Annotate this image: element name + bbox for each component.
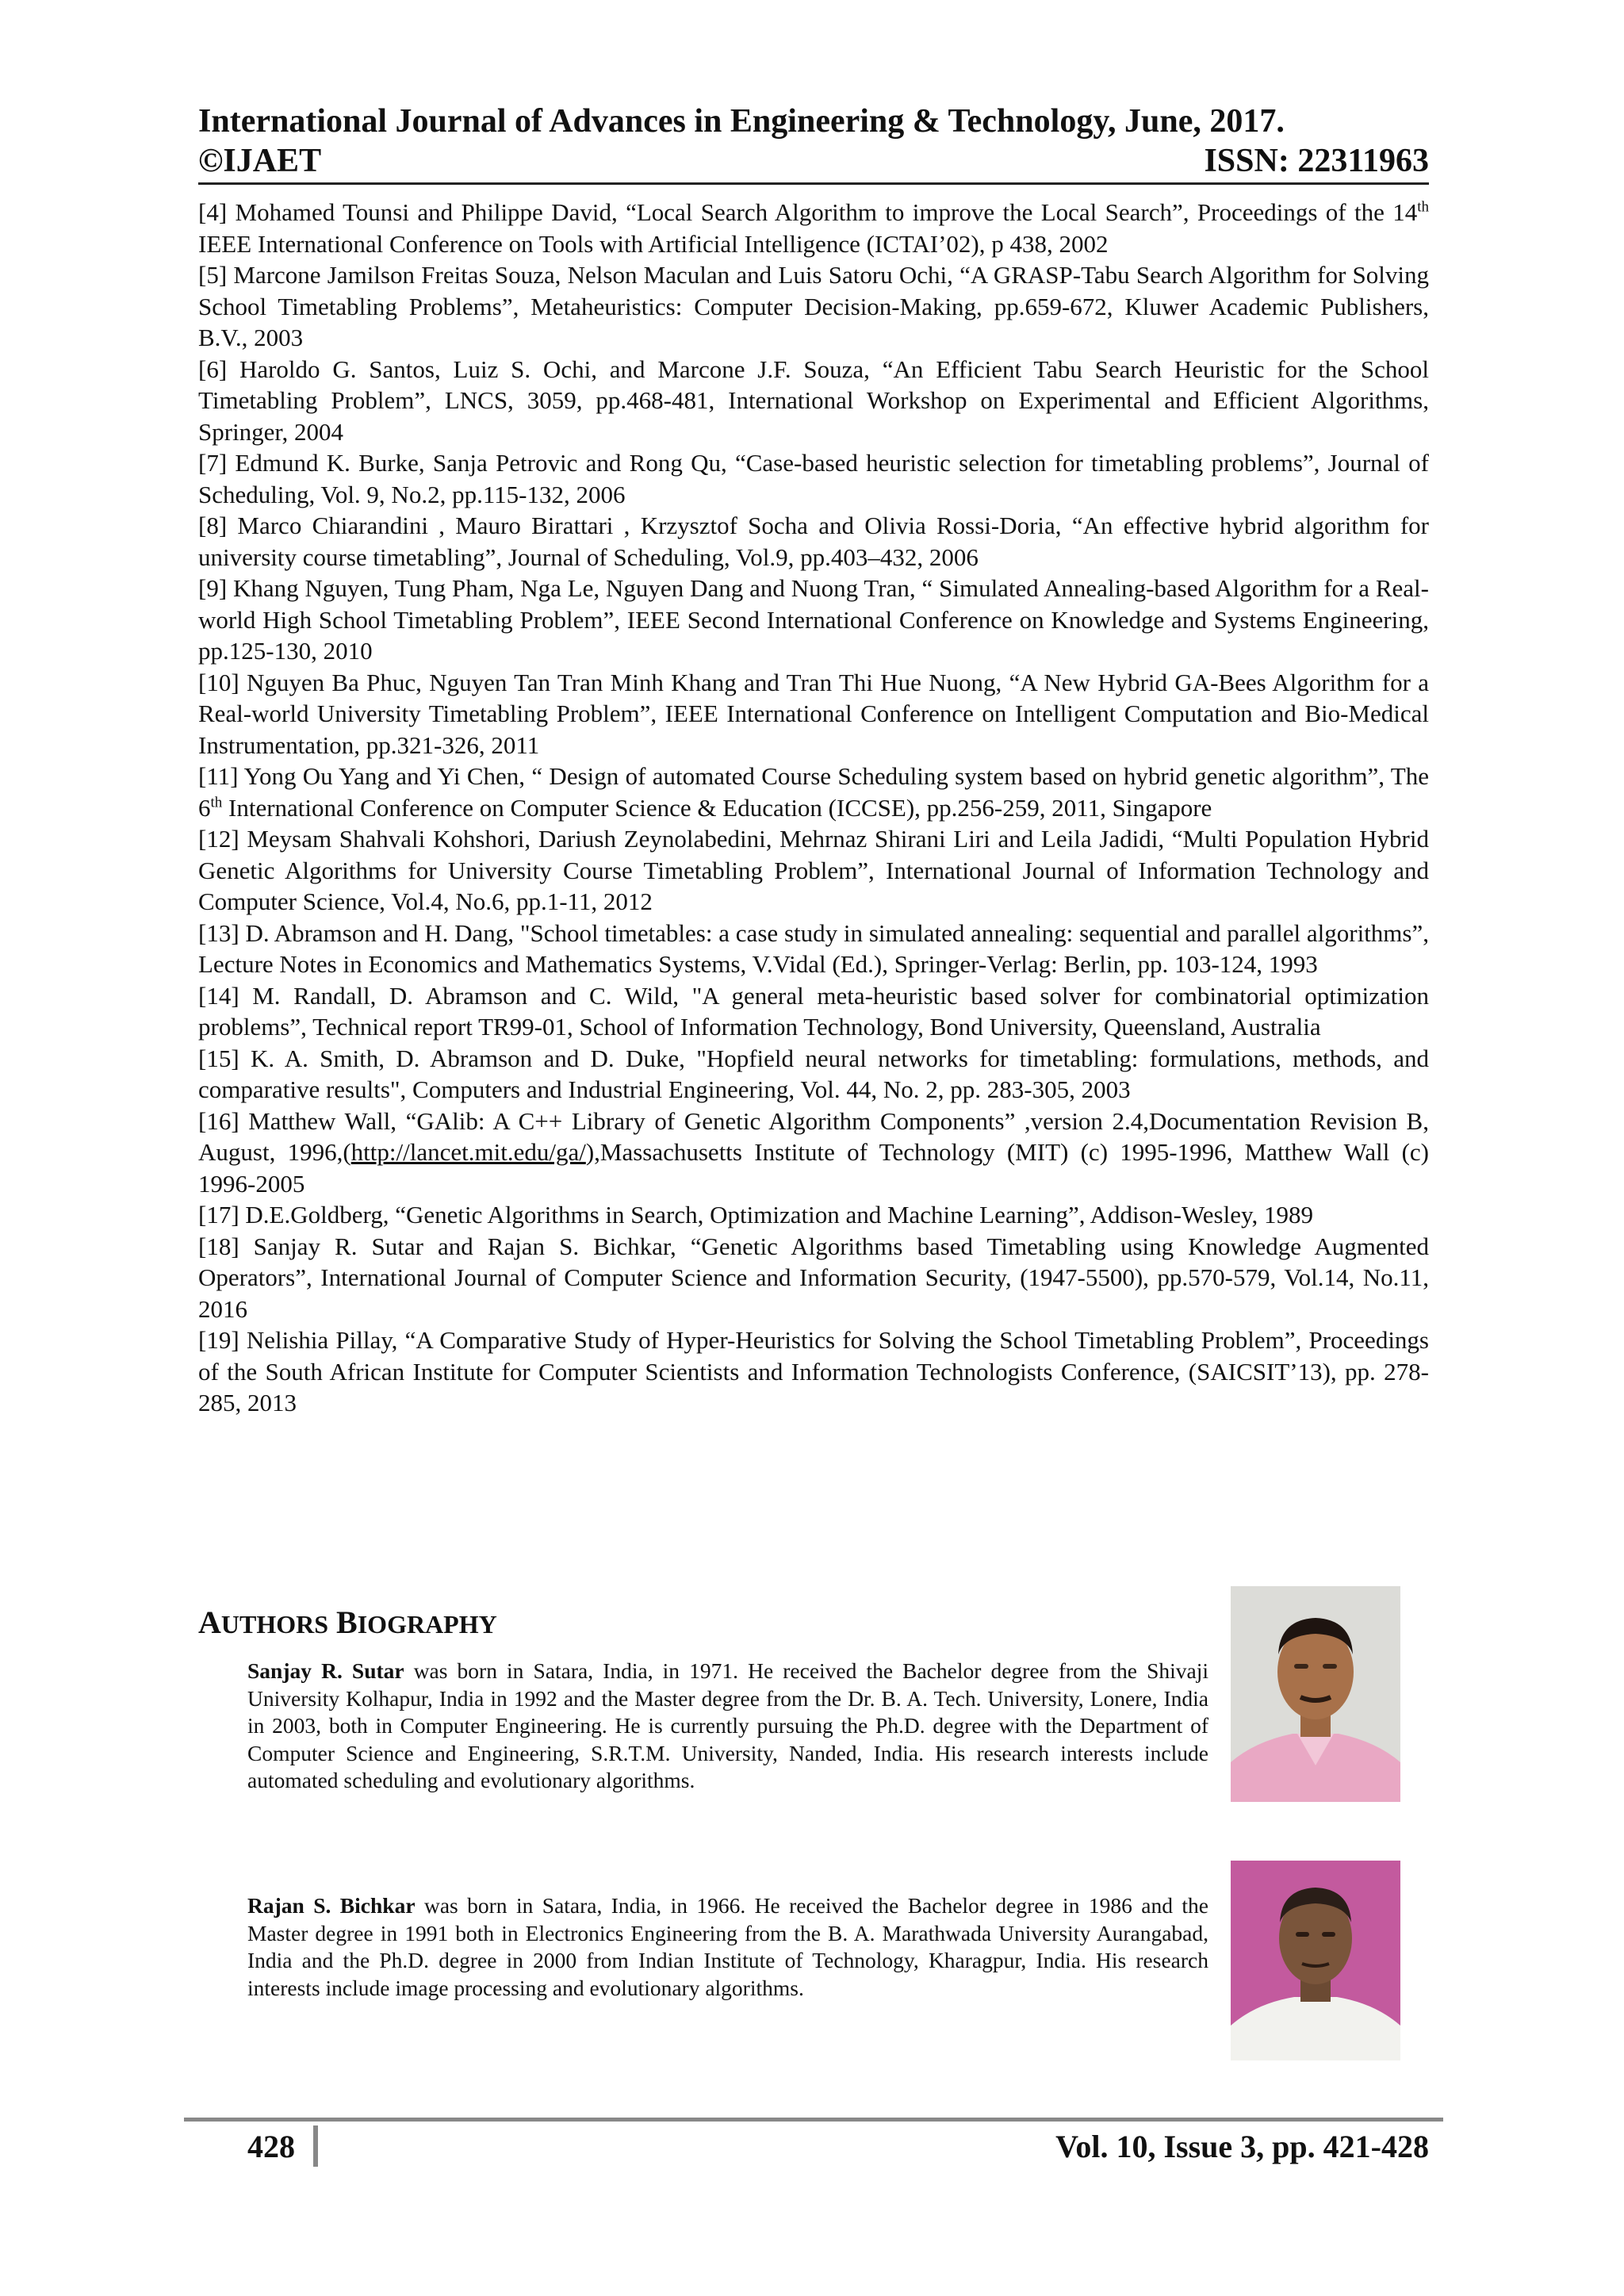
biography-heading: AUTHORS BIOGRAPHY	[198, 1604, 497, 1640]
reference-list	[198, 197, 1429, 1419]
author-photo-bichkar	[1231, 1861, 1400, 2060]
issn-label: ISSN: 22311963	[1204, 143, 1429, 179]
galib-link[interactable]: http://lancet.mit.edu/ga/	[350, 1138, 586, 1166]
footer-divider	[184, 2118, 1443, 2122]
author-bio-bichkar: Rajan S. Bichkar was born in Satara, India, in 1966. He received the Bachelor degree in 1986 and the Master degree in 1991 both in Electronics Engineering from the B. A. Marathwada University Aurangabad, India and the Ph.D. degree in 2000 from Indian Institute of Technology, Kharagpur, India. His research interests include image processing and evolutionary algorithms.	[247, 1893, 1208, 2000]
reference-item: [7] Edmund K. Burke, Sanja Petrovic and Rong Qu, “Case-based heuristic selection for timetabling problems”, Journal of Scheduling, Vol. 9, No.2, pp.115-132, 2006	[198, 449, 1429, 508]
author-name: Sanjay R. Sutar	[247, 1658, 404, 1683]
header-row	[198, 141, 1429, 181]
reference-item: [4] Mohamed Tounsi and Philippe David, “Local Search Algorithm to improve the Local Search”, Proceedings of the 14th IEEE International Conference on Tools with Artificial Intelligence (ICTAI’02), p 438, 2002	[198, 198, 1429, 258]
page-number: 428	[247, 2129, 295, 2164]
reference-item: [9] Khang Nguyen, Tung Pham, Nga Le, Nguyen Dang and Nuong Tran, “ Simulated Annealing-based Algorithm for a Real-world High School Timetabling Problem”, IEEE Second International Conference on Knowledge and Systems Engineering, pp.125-130, 2010	[198, 574, 1429, 665]
copyright-label: ©IJAET	[198, 143, 322, 179]
reference-item: [16] Matthew Wall, “GAlib: A C++ Library of Genetic Algorithm Components” ,version 2.4,Documentation Revision B, August, 1996,(http://lancet.mit.edu/ga/),Massachusetts Institute of Technology (MIT) (c) 1995-1996, Matthew Wall (c) 1996-2005	[198, 1106, 1430, 1198]
author-photo-sutar	[1231, 1586, 1400, 1802]
reference-item: [15] K. A. Smith, D. Abramson and D. Duke, "Hopfield neural networks for timetabling: formulations, methods, and comparative results", Computers and Industrial Engineering, Vol. 44, No. 2, pp. 283-305, 2003	[198, 1044, 1429, 1103]
reference-item: [8] Marco Chiarandini , Mauro Birattari , Krzysztof Socha and Olivia Rossi-Doria, “An effective hybrid algorithm for university course timetabling”, Journal of Scheduling, Vol.9, pp.403–432, 2006	[198, 512, 1429, 571]
reference-item: [17] D.E.Goldberg, “Genetic Algorithms in Search, Optimization and Machine Learning”, Addison-Wesley, 1989	[198, 1201, 1313, 1228]
footer-separator	[313, 2125, 318, 2167]
reference-item: [13] D. Abramson and H. Dang, "School timetables: a case study in simulated annealing: sequential and parallel algorithms”, Lecture Notes in Economics and Mathematics Systems, V.Vidal (Ed.), Springer-Verlag: Berlin, pp. 103-124, 1993	[198, 918, 1429, 978]
reference-item: [18] Sanjay R. Sutar and Rajan S. Bichkar, “Genetic Algorithms based Timetabling using Knowledge Augmented Operators”, International Journal of Computer Science and Information Security, (1947-5500), pp.570-579, Vol.14, No.11, 2016	[198, 1232, 1429, 1323]
reference-item: [6] Haroldo G. Santos, Luiz S. Ochi, and Marcone J.F. Souza, “An Efficient Tabu Search Heuristic for the School Timetabling Problem”, LNCS, 3059, pp.468-481, International Workshop on Experimental and Efficient Algorithms, Springer, 2004	[198, 355, 1429, 446]
reference-item: [5] Marcone Jamilson Freitas Souza, Nelson Maculan and Luis Satoru Ochi, “A GRASP-Tabu Search Algorithm for Solving School Timetabling Problems”, Metaheuristics: Computer Decision-Making, pp.659-672, Kluwer Academic Publishers, B.V., 2003	[198, 261, 1429, 351]
volume-info: Vol. 10, Issue 3, pp. 421-428	[1055, 2129, 1429, 2164]
reference-item: [19] Nelishia Pillay, “A Comparative Study of Hyper-Heuristics for Solving the School Timetabling Problem”, Proceedings of the South African Institute for Computer Scientists and Information Technologists Conference, (SAICSIT’13), pp. 278-285, 2013	[198, 1326, 1429, 1416]
reference-item: [11] Yong Ou Yang and Yi Chen, “ Design of automated Course Scheduling system based on hybrid genetic algorithm”, The 6th International Conference on Computer Science & Education (ICCSE), pp.256-259, 2011, Singapore	[198, 762, 1429, 822]
page-header	[198, 102, 1429, 181]
author-name: Rajan S. Bichkar	[247, 1893, 416, 1918]
reference-item: [14] M. Randall, D. Abramson and C. Wild, "A general meta-heuristic based solver for combinatorial optimization problems”, Technical report TR99-01, School of Information Technology, Bond University, Queensland, Australia	[198, 981, 1429, 1041]
portrait-image	[1231, 1586, 1400, 1802]
header-divider	[198, 182, 1429, 185]
reference-item: [12] Meysam Shahvali Kohshori, Dariush Zeynolabedini, Mehrnaz Shirani Liri and Leila Jadidi, “Multi Population Hybrid Genetic Algorithms for University Course Timetabling Problem”, International Journal of Information Technology and Computer Science, Vol.4, No.6, pp.1-11, 2012	[198, 825, 1429, 915]
reference-item: [10] Nguyen Ba Phuc, Nguyen Tan Tran Minh Khang and Tran Thi Hue Nuong, “A New Hybrid GA-Bees Algorithm for a Real-world University Timetabling Problem”, IEEE International Conference on Intelligent Computation and Bio-Medical Instrumentation, pp.321-326, 2011	[198, 668, 1429, 759]
author-bio-sutar: Sanjay R. Sutar was born in Satara, India, in 1971. He received the Bachelor degree from the Shivaji University Kolhapur, India in 1992 and the Master degree from the Dr. B. A. Tech. University, Lonere, India in 2003, both in Computer Engineering. He is currently pursuing the Ph.D. degree with the Department of Computer Science and Engineering, S.R.T.M. University, Nanded, India. His research interests include automated scheduling and evolutionary algorithms.	[247, 1658, 1208, 1792]
journal-title: International Journal of Advances in Engineering & Technology, June, 2017.	[198, 103, 1285, 140]
portrait-image	[1231, 1861, 1400, 2060]
